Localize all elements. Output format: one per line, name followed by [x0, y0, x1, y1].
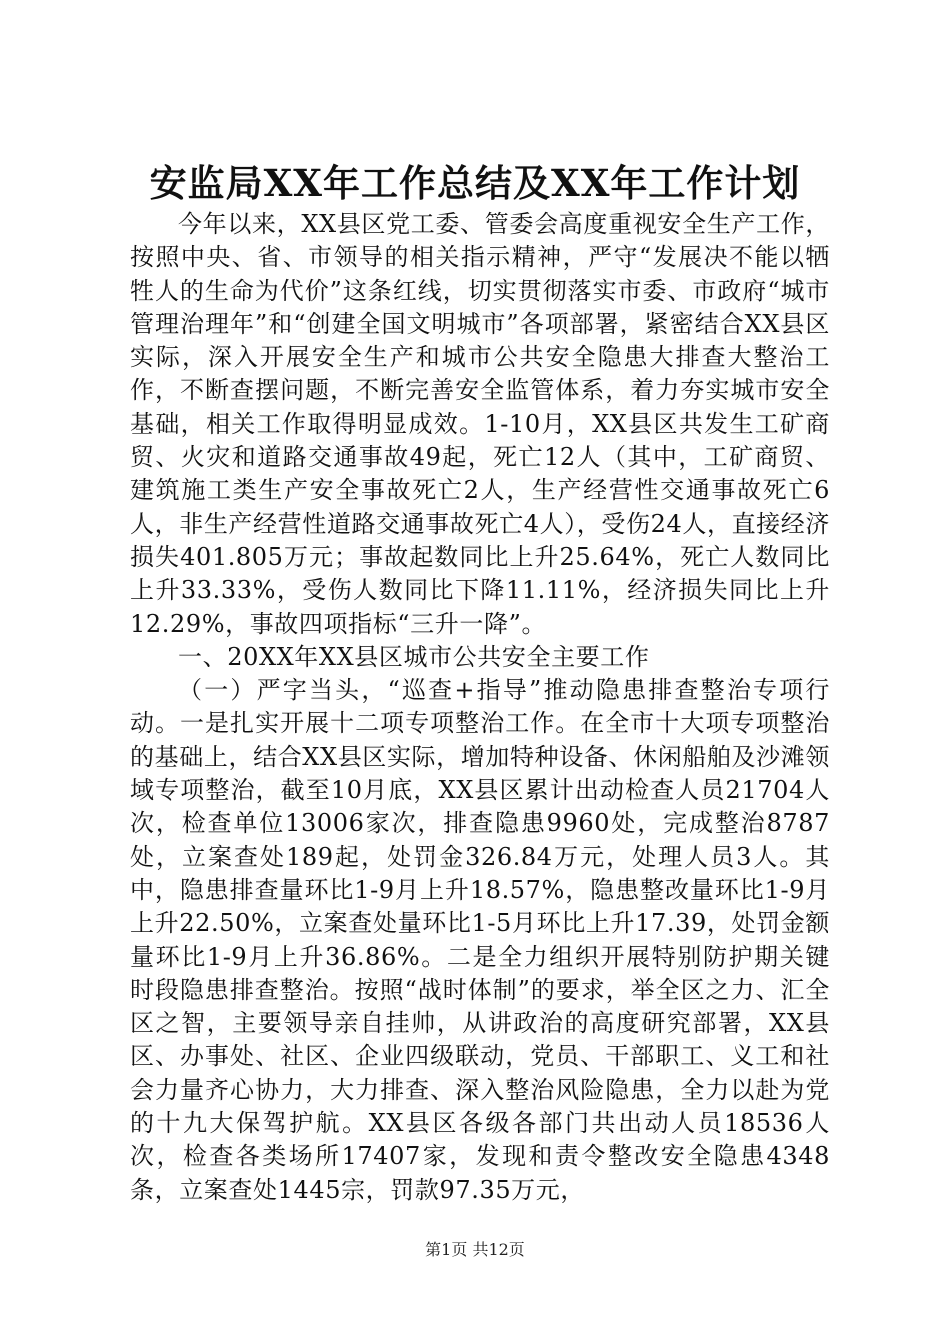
page-number-footer: 第1页 共12页 [425, 1240, 525, 1259]
document-title: 安监局XX年工作总结及XX年工作计划 [149, 161, 801, 205]
section-heading: 一、20XX年XX县区城市公共安全主要工作 [178, 642, 650, 671]
paragraph-intro: 今年以来，XX县区党工委、管委会高度重视安全生产工作，按照中央、省、市领导的相关指示精神，严守“发展决不能以牺牲人的生命为代价”这条红线，切实贯彻落实市委、市政府“城市管理治理年”和“创建全国文明城市”各项部署，紧密结合XX县区实际，深入开展安全生产和城市公共安全隐患大排查大整治工作，不断查摆问题，不断完善安全监管体系，着力夯实城市安全基础，相关工作取得明显成效。1-10月，XX县区共发生工矿商贸、火灾和道路交通事故49起，死亡12人（其中，工矿商贸、建筑施工类生产安全事故死亡2人，生产经营性交通事故死亡6人，非生产经营性道路交通事故死亡4人），受伤24人，直接经济损失401.805万元；事故起数同比上升25.64%，死亡人数同比上升33.33%，受伤人数同比下降11.11%，经济损失同比上升12.29%，事故四项指标“三升一降”。 [130, 210, 830, 638]
paragraph-subsection-1: （一）严字当头，“巡查+指导”推动隐患排查整治专项行动。一是扎实开展十二项专项整治工作。在全市十大项专项整治的基础上，结合XX县区实际，增加特种设备、休闲船舶及沙滩领域专项整治，截至10月底，XX县区累计出动检查人员21704人次，检查单位13006家次，排查隐患9960处，完成整治8787处，立案查处189起，处罚金326.84万元，处理人员3人。其中，隐患排查量环比1-9月上升18.57%，隐患整改量环比1-9月上升22.50%，立案查处量环比1-5月环比上升17.39，处罚金额量环比1-9月上升36.86%。二是全力组织开展特别防护期关键时段隐患排查整治。按照“战时体制”的要求，举全区之力、汇全区之智，主要领导亲自挂帅，从讲政治的高度研究部署，XX县区、办事处、社区、企业四级联动，党员、干部职工、义工和社会力量齐心协力，大力排查、深入整治风险隐患，全力以赴为党的十九大保驾护航。XX县区各级各部门共出动人员18536人次，检查各类场所17407家，发现和责令整改安全隐患4348条，立案查处1445宗，罚款97.35万元， [130, 676, 830, 1204]
document-body [130, 208, 830, 1207]
